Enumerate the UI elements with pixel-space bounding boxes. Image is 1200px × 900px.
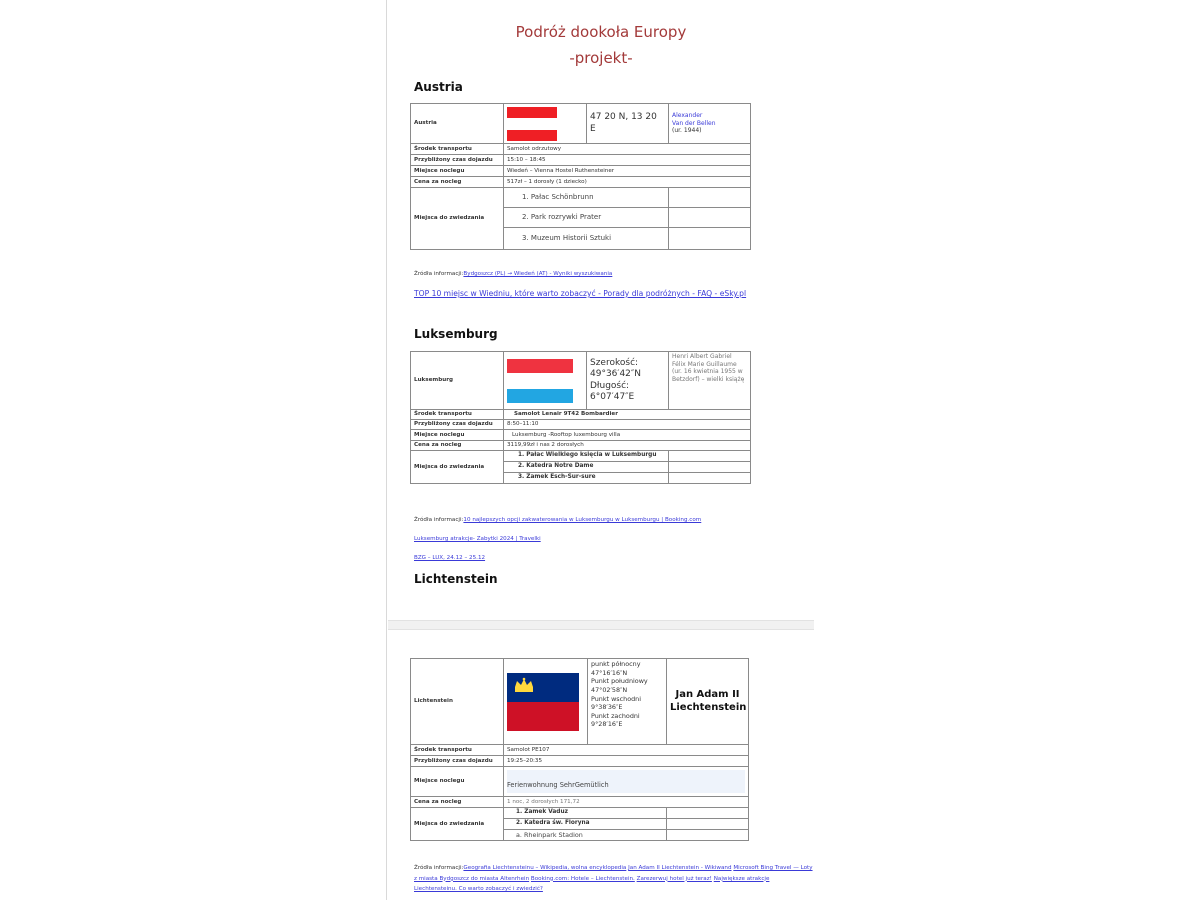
austria-table xyxy=(410,103,751,250)
liechtenstein-source-link-4[interactable]: Booking.com: Hotele – Liechtenstein. xyxy=(530,875,635,882)
austria-sources: Źródła informacji:Bydgoszcz (PL) → Wiedeń (AT) - Wyniki wyszukiwania xyxy=(414,271,613,277)
liechtenstein-sight-3: a. Rheinpark Stadion xyxy=(504,830,667,841)
document-title: Podróż dookoła Europy xyxy=(515,23,687,41)
luxembourg-sight-1: 1. Pałac Wielkiego księcia w Luksemburgu xyxy=(504,451,669,462)
luxembourg-transport: Samolot Lenair 9T42 Bombardier xyxy=(504,410,751,420)
luxembourg-sources-line2 xyxy=(414,536,541,542)
document-subtitle: -projekt- xyxy=(569,49,633,67)
luxembourg-source-link[interactable]: 10 najlepszych opcji zakwaterowania w Luksemburgu w Luksemburgu | Booking.com xyxy=(463,517,702,523)
luxembourg-ruler: Henri Albert Gabriel Félix Marie Guillaume (ur. 16 kwietnia 1955 w Betzdorf) – wielki książę xyxy=(669,352,751,410)
liechtenstein-source-link-5[interactable]: Zarezerwuj hotel już teraz! xyxy=(636,875,712,882)
austria-transport: Samolot odrzutowy xyxy=(504,144,751,155)
label-transport: Środek transportu xyxy=(411,745,504,756)
luxembourg-flag-icon xyxy=(507,359,573,403)
liechtenstein-accommodation: Ferienwohnung SehrGemütlich xyxy=(507,778,745,792)
label-accommodation: Miejsce noclegu xyxy=(411,166,504,177)
liechtenstein-sources: Źródła informacji:Geografia Liechtensteinu – Wikipedia, wolna encyklopedia Jan Adam II Liechtenstein - Wikiwand Microsoft Bing Travel — Loty z miasta Bydgoszcz do miasta Altenrhein Booking.com: Hotele – Liechtenstein. Zarezerwuj hotel już teraz! Największe atrakcje Liechtensteinu. Co warto zobaczyć i zwiedzić? xyxy=(414,865,813,893)
austria-sight-3: 3. Muzeum Historii Sztuki xyxy=(504,228,669,250)
austria-coords: 47 20 N, 13 20 E xyxy=(587,104,669,144)
luxembourg-table xyxy=(410,351,751,484)
liechtenstein-source-link-3[interactable]: Microsoft Bing Travel — Loty z miasta Bydgoszcz do miasta Altenrhein xyxy=(414,865,813,882)
liechtenstein-source-link-6[interactable]: Największe atrakcje Liechtensteinu. Co warto zobaczyć i zwiedzić? xyxy=(414,875,770,893)
liechtenstein-sight-2: 2. Katedra św. Floryna xyxy=(504,819,667,830)
liechtenstein-arrival: 19:25–20:35 xyxy=(504,756,749,767)
liechtenstein-transport: Samolot PE107 xyxy=(504,745,749,756)
austria-accommodation: Wiedeń – Vienna Hostel Ruthensteiner xyxy=(504,166,751,177)
luxembourg-sources: Źródła informacji:10 najlepszych opcji zakwaterowania w Luksemburgu w Luksemburgu | Booking.com xyxy=(414,517,702,523)
liechtenstein-country-cell: Lichtenstein xyxy=(411,659,504,745)
label-accommodation: Miejsce noclegu xyxy=(411,767,504,797)
luxembourg-coords-cell: Szerokość: 49°36′42″N Długość: 6°07′47″E xyxy=(587,352,669,410)
label-arrival: Przybliżony czas dojazdu xyxy=(411,756,504,767)
luxembourg-sources-line3 xyxy=(414,555,485,561)
liechtenstein-sight-1: 1. Zamek Vaduz xyxy=(504,808,667,819)
liechtenstein-source-link-1[interactable]: Geografia Liechtensteinu – Wikipedia, wolna encyklopedia xyxy=(463,865,627,871)
label-transport: Środek transportu xyxy=(411,144,504,155)
austria-price: 517zł – 1 dorosły (1 dziecko) xyxy=(504,177,751,188)
label-price: Cena za nocleg xyxy=(411,441,504,451)
austria-source-link[interactable]: Bydgoszcz (PL) → Wiedeń (AT) - Wyniki wyszukiwania xyxy=(463,271,613,277)
luxembourg-country-cell: Luksemburg xyxy=(411,352,504,410)
austria-flag-icon xyxy=(507,107,557,141)
label-price: Cena za nocleg xyxy=(411,177,504,188)
label-arrival: Przybliżony czas dojazdu xyxy=(411,155,504,166)
liechtenstein-table xyxy=(410,658,749,841)
liechtenstein-flag-icon xyxy=(507,673,579,731)
liechtenstein-price: 1 noc, 2 dorosłych 171,72 xyxy=(504,797,749,808)
liechtenstein-source-link-2[interactable]: Jan Adam II Liechtenstein - Wikiwand xyxy=(628,865,732,871)
luxembourg-arrival: 8:50–11:10 xyxy=(504,420,751,430)
austria-ruler-cell: Alexander Van der Bellen (ur. 1944) xyxy=(669,104,751,144)
austria-arrival: 15:10 – 18:45 xyxy=(504,155,751,166)
luxembourg-price: 3119,99zł i nas 2 dorosłych xyxy=(504,441,751,451)
austria-sight-1: 1. Pałac Schönbrunn xyxy=(504,188,669,208)
label-arrival: Przybliżony czas dojazdu xyxy=(411,420,504,430)
austria-sight-2: 2. Park rozrywki Prater xyxy=(504,208,669,228)
heading-austria: Austria xyxy=(414,80,463,94)
heading-liechtenstein: Lichtenstein xyxy=(414,572,498,586)
liechtenstein-ruler-cell: Jan Adam II Liechtenstein xyxy=(667,659,749,745)
austria-top10-link[interactable]: TOP 10 miejsc w Wiedniu, które warto zobaczyć - Porady dla podróżnych - FAQ - eSky.pl xyxy=(414,289,747,298)
luxembourg-accommodation: Luksemburg -Rooftop luxembourg villa xyxy=(504,430,751,441)
label-sights: Miejsca do zwiedzania xyxy=(411,451,504,484)
luxembourg-sight-3: 3. Zamek Esch-Sur-sure xyxy=(504,473,669,484)
label-sights: Miejsca do zwiedzania xyxy=(411,808,504,841)
label-sights: Miejsca do zwiedzania xyxy=(411,188,504,250)
accommodation-highlight xyxy=(507,770,745,778)
liechtenstein-coords-cell: punkt północny 47°16′16″N Punkt południowy 47°02′58″N Punkt wschodni 9°38′36″E Punkt zachodni 9°28′16″E xyxy=(588,659,667,745)
page-break xyxy=(388,620,814,630)
luxembourg-attractions-link[interactable]: Luksemburg atrakcje- Zabytki 2024 | Travelki xyxy=(414,536,541,542)
label-price: Cena za nocleg xyxy=(411,797,504,808)
liechtenstein-accommodation-cell xyxy=(504,767,749,797)
austria-ruler-link[interactable]: Alexander Van der Bellen xyxy=(672,112,716,127)
label-transport: Środek transportu xyxy=(411,410,504,420)
label-accommodation: Miejsce noclegu xyxy=(411,430,504,441)
page-left-edge xyxy=(386,0,387,900)
luxembourg-flag-cell xyxy=(504,352,587,410)
austria-flag-cell xyxy=(504,104,587,144)
luxembourg-flight-link[interactable]: BZG – LUX, 24.12 – 25.12 xyxy=(414,555,486,561)
austria-country-cell: Austria xyxy=(411,104,504,144)
luxembourg-sight-2: 2. Katedra Notre Dame xyxy=(504,462,669,473)
heading-luxembourg: Luksemburg xyxy=(414,327,498,341)
liechtenstein-flag-cell xyxy=(504,659,588,745)
